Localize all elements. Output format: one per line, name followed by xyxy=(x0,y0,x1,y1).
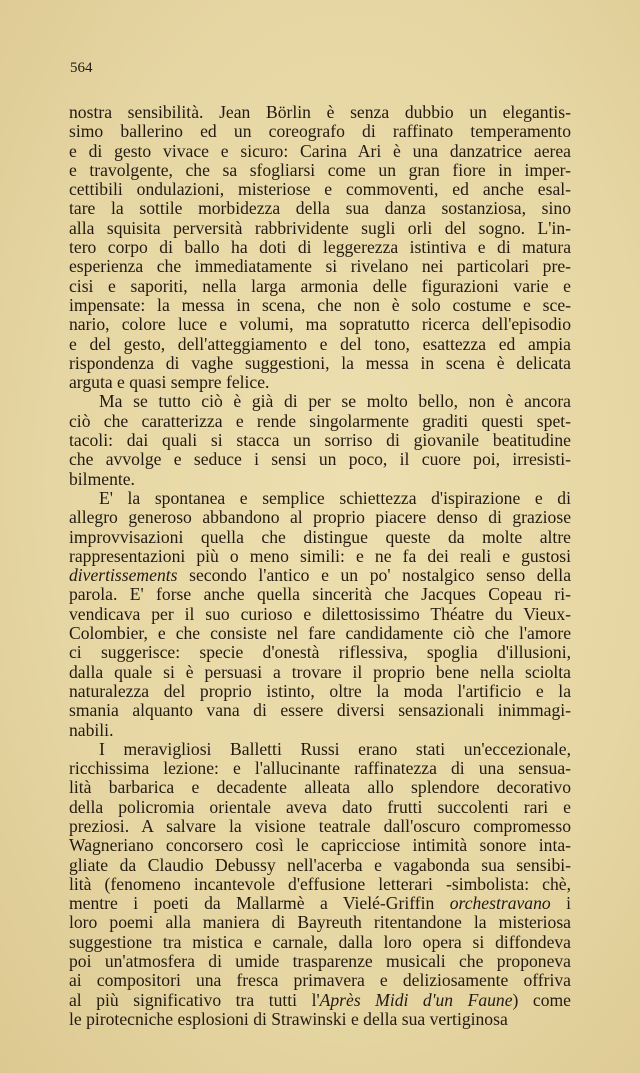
text-line: al più significativo tra tutti l'Après Midi d'un Faune) come xyxy=(69,989,571,1010)
text-line: esperienza che immediatamente si rivelano nei particolari pre- xyxy=(69,256,571,277)
text-line: rappresentazioni più o meno simili: e ne fa dei reali e gustosi xyxy=(69,545,571,566)
paragraph xyxy=(69,740,571,1029)
text-line: divertissements secondo l'antico e un po' nostalgico senso della xyxy=(69,565,571,586)
page-number: 564 xyxy=(70,60,93,76)
text-line: le pirotecniche esplosioni di Strawinski e della sua vertiginosa xyxy=(69,1008,508,1029)
text-line: impensate: la messa in scena, che non è solo costume e sce- xyxy=(69,294,571,315)
text-line: tacoli: dai quali si stacca un sorriso di giovanile beatitudine xyxy=(69,430,571,451)
body-text xyxy=(69,103,571,1029)
text-line: alla squisita perversità rabbrividente sugli orli del sogno. L'in- xyxy=(69,217,571,238)
text-line: bilmente. xyxy=(69,468,135,489)
text-line: mentre i poeti da Mallarmè a Vielé-Griffin orchestravano i xyxy=(69,893,571,914)
text-line: naturalezza del proprio istinto, oltre la moda l'artificio e la xyxy=(69,680,571,701)
text-line: e del gesto, dell'atteggiamento e del tono, esattezza ed ampia xyxy=(69,333,571,354)
text-line: improvvisazioni quella che distingue queste da molte altre xyxy=(69,526,571,547)
text-line: che avvolge e seduce i sensi un poco, il cuore poi, irresisti- xyxy=(69,449,571,470)
text-line: loro poemi alla maniera di Bayreuth ritentandone la misteriosa xyxy=(69,912,571,933)
italic-phrase: Après Midi d'un Faune xyxy=(319,989,513,1010)
text-line: ciò che caratterizza e rende singolarmente graditi questi spet- xyxy=(69,410,571,431)
text-line: ricchissima lezione: e l'allucinante raffinatezza di una sensua- xyxy=(69,758,571,779)
text-line: I meravigliosi Balletti Russi erano stati un'eccezionale, xyxy=(99,738,571,759)
text-line: tare la sottile morbidezza della sua danza sostanziosa, sino xyxy=(69,198,571,219)
text-line: e di gesto vivace e sicuro: Carina Ari è una danzatrice aerea xyxy=(69,140,571,161)
text-line: simo ballerino ed un coreografo di raffinato temperamento xyxy=(69,121,571,142)
text-line: suggestione tra mistica e carnale, dalla loro opera si diffondeva xyxy=(69,931,571,952)
text-line: dalla quale si è persuasi a trovare il proprio bene nella sciolta xyxy=(69,661,571,682)
text-line: E' la spontanea e semplice schiettezza d'ispirazione e di xyxy=(99,487,571,508)
text-line: nario, colore luce e volumi, ma sopratutto ricerca dell'episodio xyxy=(69,314,571,335)
text-line: allegro generoso abbandono al proprio piacere denso di graziose xyxy=(69,507,571,528)
italic-phrase: divertissements xyxy=(69,565,178,586)
paragraph xyxy=(69,103,571,392)
text-line: lità (fenomeno incantevole d'effusione letterari -simbolista: chè, xyxy=(69,873,571,894)
text-line: lità barbarica e decadente alleata allo splendore decorativo xyxy=(69,777,571,798)
paragraph xyxy=(69,392,571,488)
text-line: parola. E' forse anche quella sincerità che Jacques Copeau ri- xyxy=(69,584,571,605)
text-line: e travolgente, che sa sfogliarsi come un gran fiore in imper- xyxy=(69,159,571,180)
text-line: della policromia orientale aveva dato frutti succolenti rari e xyxy=(69,796,571,817)
text-line: cettibili ondulazioni, misteriose e commoventi, ed anche esal- xyxy=(69,179,571,200)
text-line: arguta e quasi sempre felice. xyxy=(69,372,270,393)
text-line: Wagneriano concorsero così le capricciose intimità sonore inta- xyxy=(69,835,571,856)
text-line: smania alquanto vana di essere diversi sensazionali inimmagi- xyxy=(69,700,571,721)
paragraph xyxy=(69,489,571,740)
text-line: rispondenza di vaghe suggestioni, la messa in scena è delicata xyxy=(69,352,571,373)
text-line: Colombier, e che consiste nel fare candidamente ciò che l'amore xyxy=(69,623,571,644)
text-line: ai compositori una fresca primavera e deliziosamente offriva xyxy=(69,970,571,991)
text-line: poi un'atmosfera di umide trasparenze musicali che proponeva xyxy=(69,951,571,972)
text-line: gliate da Claudio Debussy nell'acerba e vagabonda sua sensibi- xyxy=(69,854,571,875)
text-line: nostra sensibilità. Jean Börlin è senza dubbio un elegantis- xyxy=(69,102,571,122)
text-line: cisi e saporiti, nella larga armonia delle figurazioni varie e xyxy=(69,275,571,296)
text-line: nabili. xyxy=(69,719,114,740)
text-line: ci suggerisce: specie d'onestà riflessiva, spoglia d'illusioni, xyxy=(69,642,571,663)
text-line: vendicava per il suo curioso e dilettosissimo Théatre du Vieux- xyxy=(69,603,571,624)
text-line: preziosi. A salvare la visione teatrale dall'oscuro compromesso xyxy=(69,815,571,836)
text-line: Ma se tutto ciò è già di per se molto bello, non è ancora xyxy=(99,391,571,412)
italic-phrase: orchestravano xyxy=(449,893,551,914)
text-line: tero corpo di ballo ha doti di leggerezza istintiva e di matura xyxy=(69,237,571,258)
